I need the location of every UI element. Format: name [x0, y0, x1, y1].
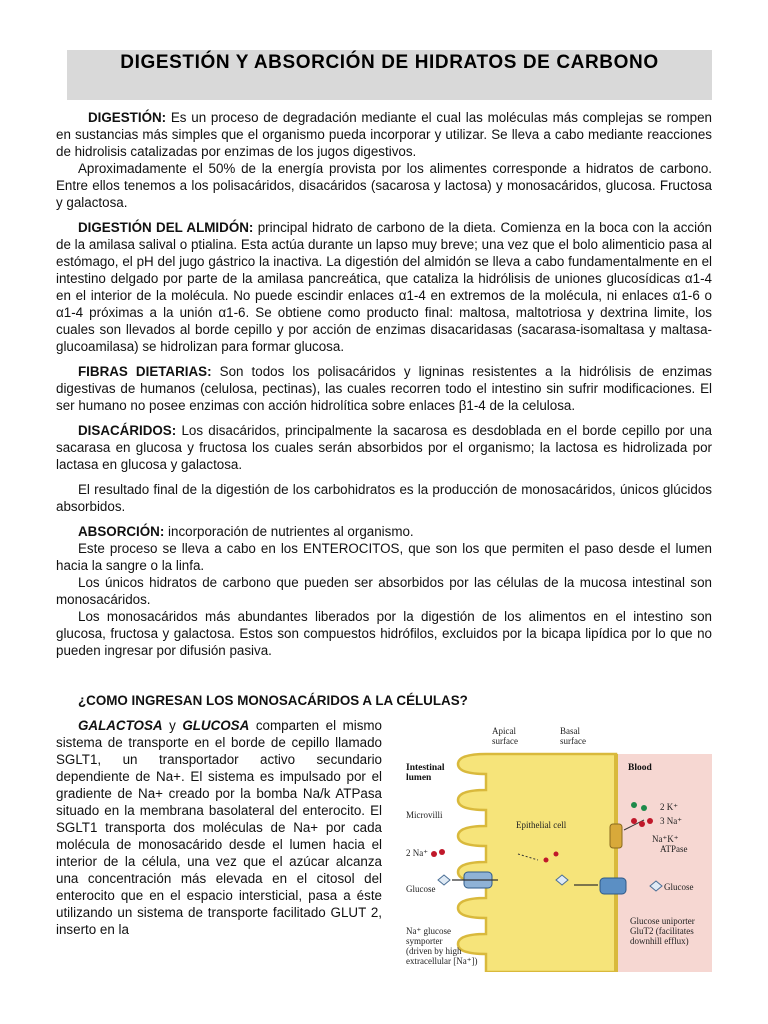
paragraph-enterocitos: Este proceso se lleva a cabo en los ENTEROCITOS, que son los que permiten el paso desde el lumen hacia la sangre o la linfa. — [56, 541, 712, 573]
na-dot — [544, 858, 549, 863]
label-atpase: Na⁺K⁺ — [652, 834, 679, 844]
paragraph-monosacaridos: Los únicos hidratos de carbono que pueden ser absorbidos por las células de la mucosa intestinal son monosacáridos. — [56, 575, 712, 607]
label-blood: Blood — [628, 763, 652, 773]
body-text — [56, 109, 712, 659]
na-dot — [631, 818, 637, 824]
na-k-atpase — [610, 824, 622, 848]
heading-absorcion: ABSORCIÓN: — [78, 524, 165, 539]
paragraph-absorcion — [56, 523, 712, 540]
label-glucose-left: Glucose — [406, 884, 436, 894]
text-transport: comparten el mismo sistema de transporte en el borde de cepillo llamado SGLT1, un transportador activo secundario dependiente de Na+. El sistema es impulsado por el gradiente de Na+ creado por la bomba Na/k ATPasa situado en la membrana basolateral del enterocito. El SGLT1 transporta dos moléculas de Na+ por cada molécula de monosacárido desde el lumen hacia el interior de la célula, una vez que el azúcar alcanza una concentración más elevada en el citosol del enterocito que en el espacio intersticial, pasa a éste utilizando un sistema de transporte facilitado GLUT 2, inserto en la — [56, 718, 383, 937]
heading-disacaridos: DISACÁRIDOS: — [78, 423, 177, 438]
label-symporter-4: extracellular [Na⁺]) — [406, 956, 478, 966]
label-lumen-2: lumen — [406, 773, 432, 783]
na-dot — [647, 818, 653, 824]
k-dot — [631, 802, 637, 808]
label-2k: 2 K⁺ — [660, 802, 678, 812]
label-uniporter-2: GluT2 (facilitates — [630, 926, 694, 936]
heading-almidon: DIGESTIÓN DEL ALMIDÓN: — [78, 220, 254, 235]
label-lumen: Intestinal — [406, 763, 445, 773]
paragraph-digestion — [56, 109, 712, 160]
label-epithelial: Epithelial cell — [516, 820, 567, 830]
enterocyte-diagram — [398, 722, 712, 972]
na-dot — [639, 821, 645, 827]
label-uniporter-3: downhill efflux) — [630, 936, 689, 946]
label-uniporter: Glucose uniporter — [630, 916, 695, 926]
paragraph-almidon — [56, 219, 712, 355]
text-digestion: Es un proceso de degradación mediante el cual las moléculas más complejas se rompen en sustancias más simples que el organismo pueda incorporar y utilizar. Se lleva a cabo mediante reacciones de hidrolisis catalizadas por enzimas de los jugos digestivos. — [56, 110, 712, 159]
term-glucosa: GLUCOSA — [182, 718, 250, 733]
transport-text-column — [56, 717, 382, 938]
paragraph-disacaridos — [56, 422, 712, 473]
na-dot — [439, 849, 445, 855]
page-title: DIGESTIÓN Y ABSORCIÓN DE HIDRATOS DE CARBONO — [120, 52, 659, 73]
text-disacaridos: Los disacáridos, principalmente la sacarosa es desdoblada en el borde cepillo por una sacarasa en glucosa y fructosa los cuales serán absorbidos por el organismo; la lactosa es hidrolizada por lactasa en glucosa y galactosa. — [56, 423, 712, 472]
label-2na: 2 Na⁺ — [406, 848, 428, 858]
label-symporter: Na⁺ glucose — [406, 926, 451, 936]
label-apical: Apical — [492, 726, 516, 736]
paragraph-resultado: El resultado final de la digestión de los carbohidratos es la producción de monosacáridos, únicos glúcidos absorbidos. — [56, 482, 712, 514]
text-absorcion: incorporación de nutrientes al organismo. — [164, 524, 414, 539]
label-atpase-2: ATPase — [660, 844, 688, 854]
label-glucose-right: Glucose — [664, 882, 694, 892]
paragraph-transport — [56, 717, 382, 938]
label-microvilli: Microvilli — [406, 810, 443, 820]
text-and: y — [162, 718, 183, 733]
label-symporter-2: symporter — [406, 936, 443, 946]
label-3na: 3 Na⁺ — [660, 816, 682, 826]
glut2-uniporter — [600, 878, 626, 894]
k-dot — [641, 805, 647, 811]
label-symporter-3: (driven by high — [406, 946, 462, 956]
label-apical-2: surface — [492, 736, 518, 746]
paragraph-energy: Aproximadamente el 50% de la energía provista por los alimentes corresponde a hidratos de carbono. Entre ellos tenemos a los polisacáridos, disacáridos (sacarosa y lactosa) y monosacáridos, glucosa. Fructosa y galactosa. — [56, 161, 712, 210]
heading-fibras: FIBRAS DIETARIAS: — [78, 364, 212, 379]
term-galactosa: GALACTOSA — [78, 718, 163, 733]
heading-digestion: DIGESTIÓN: — [88, 110, 167, 125]
enterocyte-transport-figure — [398, 722, 712, 972]
title-banner — [67, 50, 712, 100]
text-fibras: Son todos los polisacáridos y ligninas resistentes a la hidrólisis de enzimas digestivas de humanos (celulosa, pectinas), las cuales recorren todo el intestino sin sufrir modificaciones. El ser humano no posee enzimas con acción hidrolítica sobre enlaces β1-4 de la celulosa. — [56, 364, 712, 413]
paragraph-fibras — [56, 363, 712, 414]
section-question: ¿COMO INGRESAN LOS MONOSACÁRIDOS A LA CÉLULAS? — [78, 693, 468, 708]
label-basal-2: surface — [560, 736, 586, 746]
label-basal: Basal — [560, 726, 580, 736]
text-almidon: principal hidrato de carbono de la dieta. Comienza en la boca con la acción de la amilasa salival o ptialina. Esta actúa durante un lapso muy breve; una vez que el bolo alimenticio pasa al estómago, el pH del jugo gástrico la inactiva. La digestión del almidón se lleva a cabo fundamentalmente en el intestino delgado por parte de la amilasa pancreática, que cataliza la hidrólisis de uniones glucosídicas α1-4 en el interior de la molécula. No puede escindir enlaces α1-4 en extremos de la molécula, ni enlaces α1-6 o α1-4 próximas a la unión α1-6. Se obtiene como producto final: maltosa, maltotriosa y dextrina limite, los cuales son llevados al borde cepillo y por acción de enzimas disacaridasas (sacarasa-isomaltasa y maltasa-glucoamilasa) se hidrolizan para formar glucosa. — [56, 220, 712, 354]
na-dot — [431, 851, 437, 857]
na-dot — [554, 852, 559, 857]
paragraph-hidrofilos: Los monosacáridos más abundantes liberados por la digestión de los alimentos en el intestino son glucosa, fructosa y galactosa. Estos son compuestos hidrófilos, excluidos por la bicapa lipídica por lo que no pueden ingresar por difusión pasiva. — [56, 609, 712, 658]
